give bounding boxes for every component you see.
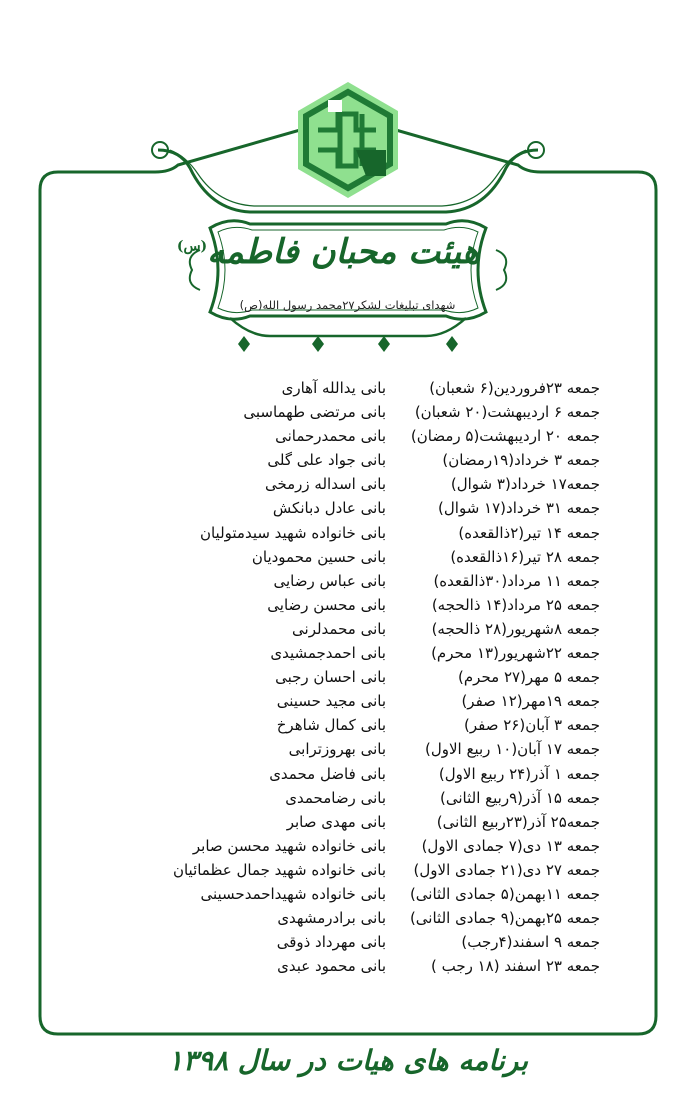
list-item [180,713,600,737]
title-honorific: (س) [176,238,208,255]
program-host: بانی کمال شاهرخ [276,716,386,735]
list-item [180,424,600,448]
cartouche-right-wave [496,250,506,290]
program-host: بانی محمود عبدی [277,957,386,976]
list-item [180,786,600,810]
program-host: بانی رضامحمدی [285,788,386,807]
program-date: جمعه ۱۱ مرداد(۳۰ذالقعده) [433,571,600,590]
program-host: بانی فاضل محمدی [269,764,386,783]
program-date: جمعه ۱۳ دی(۷ جمادی الاول) [421,836,600,855]
list-item [180,810,600,834]
list-item [180,954,600,978]
program-host: بانی عباس رضایی [273,571,386,590]
program-host: بانی احمدجمشیدی [270,644,386,663]
program-host: بانی حسین محمودیان [251,547,386,566]
list-item [180,834,600,858]
title-text: هیئت محبان فاطمه [207,232,480,272]
program-date: جمعه ۱ آذر(۲۴ ربیع الاول) [438,764,600,783]
program-date: جمعه ۲۰ اردیبهشت(۵ رمضان) [410,427,600,446]
pendant-drops [238,336,458,352]
list-item [180,906,600,930]
program-host: بانی احسان رجبی [275,668,386,687]
program-host: بانی مهدی صابر [286,812,386,831]
list-item [180,665,600,689]
program-host: بانی محمدرحمانی [275,427,386,446]
program-date: جمعه ۱۷ آبان(۱۰ ربیع الاول) [425,740,600,759]
program-host: بانی مرتضی طهماسبی [243,403,386,422]
list-item [180,617,600,641]
program-host: بانی عادل دبانکش [272,499,386,518]
program-host: بانی یدالله آهاری [281,379,386,397]
program-host: بانی محسن رضایی [267,595,386,614]
list-item [180,472,600,496]
program-date: جمعه ۱۱بهمن(۵ جمادی الثانی) [409,884,600,903]
program-date: جمعه ۱۵ آذر(۹ربیع الثانی) [440,788,600,807]
program-date: جمعه ۲۵بهمن(۹ جمادی الثانی) [409,909,600,928]
list-item [180,737,600,761]
list-item [180,593,600,617]
program-date: جمعه۲۵ آذر(۲۳ربیع الثانی) [436,812,600,831]
page-title [176,232,480,272]
list-item [180,400,600,424]
list-item [180,448,600,472]
program-host: بانی خانواده شهید سیدمتولیان [199,523,386,542]
program-host: بانی مجید حسینی [276,692,386,711]
list-item [180,569,600,593]
list-item [180,376,600,400]
program-host: بانی خانواده شهیداحمدحسینی [200,884,386,903]
lower-band [230,318,466,336]
list-item [180,882,600,906]
program-date: جمعه ۲۳فروردین(۶ شعبان) [429,379,600,397]
page-subtitle: شهدای تبلیغات لشکر۲۷محمد رسول الله(ص) [239,298,456,312]
program-date: جمعه ۲۵ مرداد(۱۴ ذالحجه) [431,595,600,614]
program-date: جمعه ۹ اسفند(۴رجب) [461,933,600,952]
program-date: جمعه ۸شهریور(۲۸ ذالحجه) [431,619,600,638]
program-date: جمعه۱۷ خرداد(۳ شوال) [450,475,600,494]
program-date: جمعه ۲۸ تیر(۱۶ذالقعده) [450,547,600,566]
program-date: جمعه ۱۹مهر(۱۲ صفر) [461,692,600,711]
program-date: جمعه ۲۳ اسفند (۱۸ رجب ) [430,957,600,976]
program-host: بانی محمدلرنی [292,619,386,638]
list-item [180,521,600,545]
footer-caption: برنامه های هیات در سال ۱۳۹۸ [167,1044,528,1077]
program-date: جمعه ۵ مهر(۲۷ محرم) [458,668,600,687]
program-date: جمعه ۳۱ خرداد(۱۷ شوال) [438,499,600,518]
list-item [180,545,600,569]
program-host: بانی مهرداد ذوقی [276,933,386,952]
program-host: بانی اسداله زرمخی [264,475,386,494]
program-date: جمعه ۶ اردیبهشت(۲۰ شعبان) [414,403,600,422]
program-date: جمعه ۲۷ دی(۲۱ جمادی الاول) [413,860,600,879]
program-date: جمعه ۱۴ تیر(۲ذالقعده) [458,523,600,542]
program-host: بانی جواد علی گلی [267,451,386,470]
program-list [172,376,600,978]
list-item [180,689,600,713]
geometric-kufic-logo-icon [298,82,398,198]
list-item [180,641,600,665]
list-item [180,496,600,520]
list-item [180,762,600,786]
list-item [180,930,600,954]
program-date: جمعه ۲۲شهریور(۱۳ محرم) [431,644,600,663]
program-host: بانی بهروزترابی [288,740,386,759]
program-host: بانی خانواده شهید محسن صابر [192,836,386,855]
program-host: بانی برادرمشهدی [277,909,386,928]
program-date: جمعه ۳ آبان(۲۶ صفر) [464,716,600,735]
program-date: جمعه ۳ خرداد(۱۹رمضان) [442,451,600,470]
list-item [172,858,600,882]
program-host: بانی خانواده شهید جمال عظمائیان [172,860,386,879]
